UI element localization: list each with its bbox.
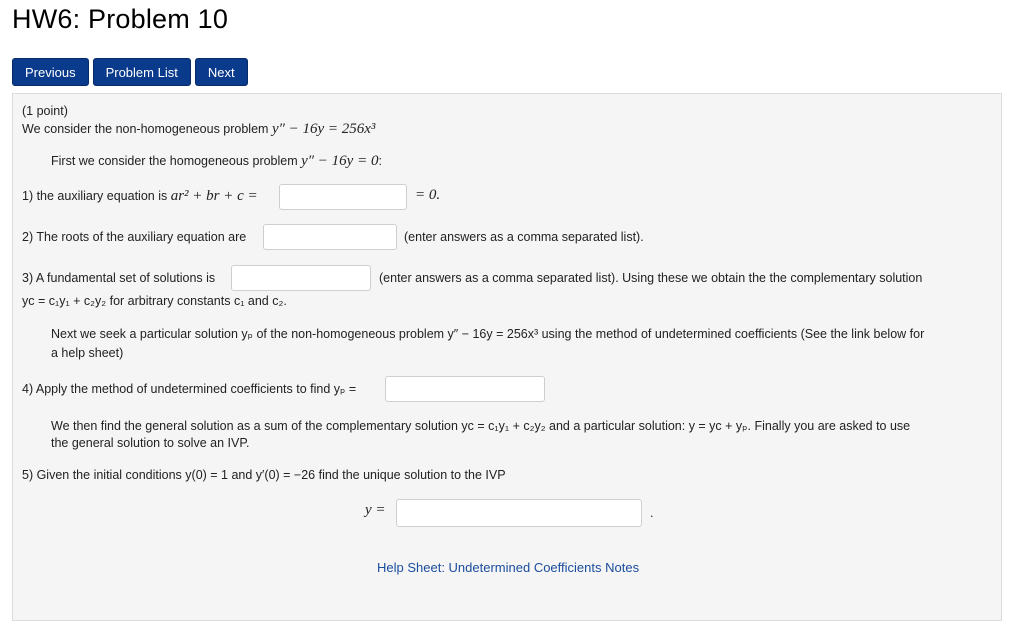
points-label: (1 point) [22,104,68,118]
intro-text: We consider the non-homogeneous problem [22,122,269,136]
problem-list-button[interactable]: Problem List [93,58,191,86]
q1-text: 1) the auxiliary equation is [22,189,168,203]
q3-hint: (enter answers as a comma separated list). Using these we obtain the the complementary solution [379,271,923,285]
intro-line [22,121,375,138]
q1-answer-input[interactable] [279,184,407,210]
q5-y-label: y = [365,502,386,518]
particular-intro-line2: a help sheet) [51,346,124,360]
q3-text: 3) A fundamental set of solutions is [22,271,216,285]
problem-panel [12,93,1002,621]
particular-intro-line1: Next we seek a particular solution yₚ of the non-homogeneous problem y″ − 16y = 256x³ using the method of undetermined coefficients (See the link below for [51,327,925,341]
q3-complementary-line: yᴄ = c₁y₁ + c₂y₂ for arbitrary constants c₁ and c₂. [22,294,287,308]
q5-period: . [650,506,654,520]
next-button[interactable]: Next [195,58,248,86]
previous-button[interactable]: Previous [12,58,89,86]
q1-equation: ar² + br + c = [170,188,258,204]
help-sheet-link[interactable]: Help Sheet: Undetermined Coefficients Notes [377,560,640,575]
q1-line [22,188,258,205]
q1-equals-zero: = 0. [415,187,441,203]
q4-answer-input[interactable] [385,376,545,402]
homogeneous-equation: y″ − 16y = 0 [301,153,379,169]
q5-answer-input[interactable] [396,499,642,527]
page-title: HW6: Problem 10 [12,4,229,34]
problem-nav [12,58,248,86]
intro-equation: y″ − 16y = 256x³ [271,121,376,137]
q4-text: 4) Apply the method of undetermined coefficients to find yₚ = [22,382,357,396]
q2-text: 2) The roots of the auxiliary equation are [22,230,247,244]
general-solution-line1: We then find the general solution as a sum of the complementary solution yᴄ = c₁y₁ + c₂y₂ and a particular solution: y = yᴄ + yₚ. Finally you are asked to use [51,419,911,433]
q3-answer-input[interactable] [231,265,371,291]
q2-answer-input[interactable] [263,224,397,250]
homogeneous-line: First we consider the homogeneous problem y″ − 16y = 0: [51,153,382,169]
homogeneous-text: First we consider the homogeneous problem [51,154,298,168]
q5-text: 5) Given the initial conditions y(0) = 1 and y′(0) = −26 find the unique solution to the IVP [22,468,506,482]
general-solution-line2: the general solution to solve an IVP. [51,436,250,450]
q2-hint: (enter answers as a comma separated list). [404,230,644,244]
